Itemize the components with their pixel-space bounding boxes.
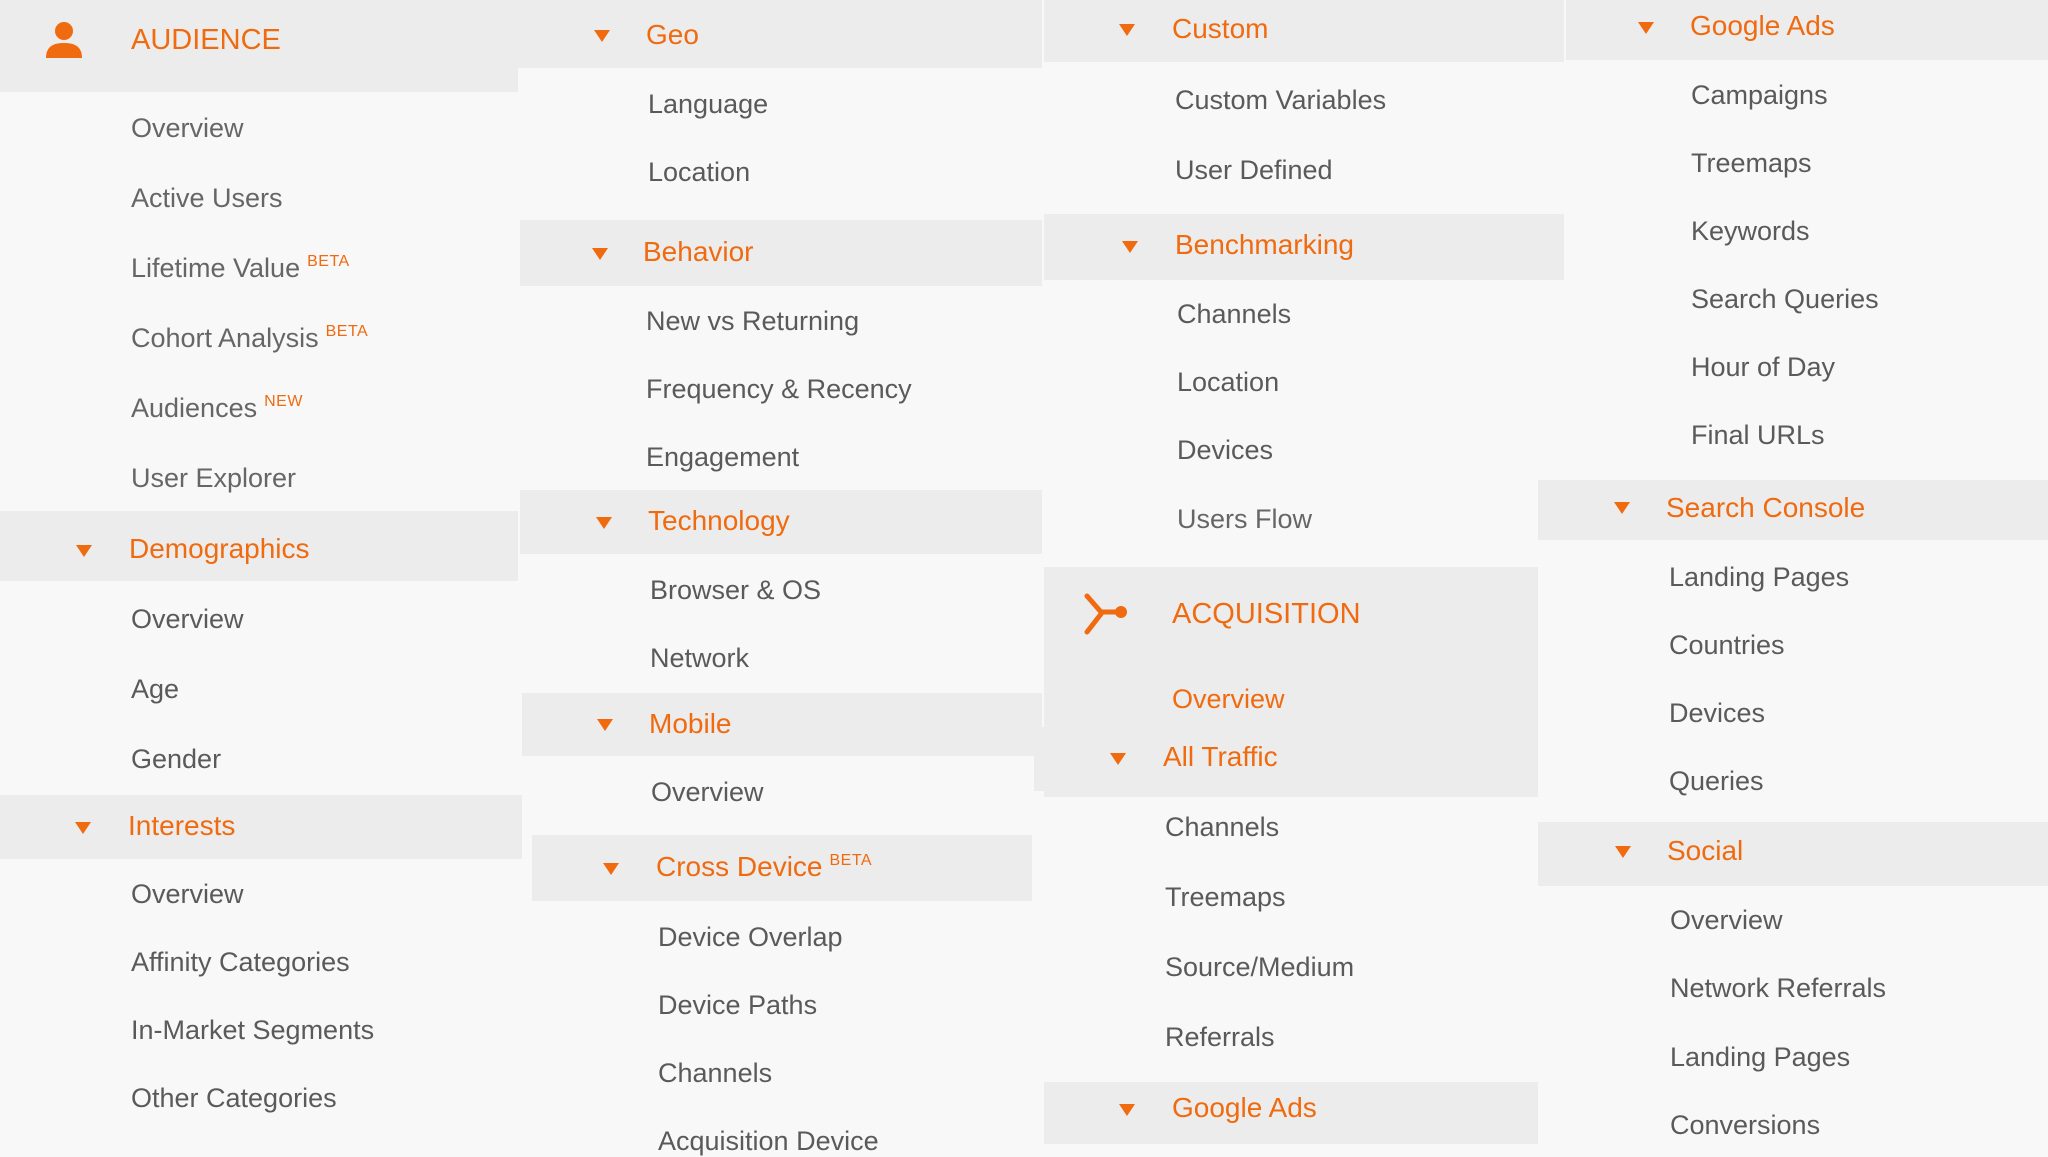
keywords[interactable]: Keywords xyxy=(1691,216,1810,246)
acquisition-branch-icon xyxy=(1083,592,1129,636)
hour-of-day[interactable]: Hour of Day xyxy=(1691,352,1836,382)
age[interactable]: Age xyxy=(131,674,180,704)
other-categories[interactable]: Other Categories xyxy=(131,1083,337,1113)
acquisition-device[interactable]: Acquisition Device xyxy=(658,1126,879,1156)
chevron-down-icon[interactable] xyxy=(1615,846,1631,858)
final-urls[interactable]: Final URLs xyxy=(1691,420,1825,450)
search-queries[interactable]: Search Queries xyxy=(1691,284,1879,314)
google-ads-section-col3[interactable]: Google Ads xyxy=(1172,1092,1317,1123)
source-medium[interactable]: Source/Medium xyxy=(1165,952,1355,982)
beta-badge: BETA xyxy=(325,323,369,340)
chevron-down-icon[interactable] xyxy=(603,863,619,875)
benchmarking-channels[interactable]: Channels xyxy=(1177,299,1292,329)
google-ads-section[interactable]: Google Ads xyxy=(1690,10,1835,41)
geo-language[interactable]: Language xyxy=(648,89,769,119)
device-overlap[interactable]: Device Overlap xyxy=(658,922,843,952)
device-paths[interactable]: Device Paths xyxy=(658,990,818,1020)
person-icon xyxy=(45,20,83,60)
chevron-down-icon[interactable] xyxy=(1110,753,1126,765)
conversions[interactable]: Conversions xyxy=(1670,1110,1821,1140)
all-traffic-section[interactable]: All Traffic xyxy=(1163,741,1278,772)
interests-section[interactable]: Interests xyxy=(128,810,236,841)
interests-overview[interactable]: Overview xyxy=(131,879,244,909)
demographics-overview[interactable]: Overview xyxy=(131,604,244,634)
all-traffic-treemaps[interactable]: Treemaps xyxy=(1165,882,1286,912)
campaigns[interactable]: Campaigns xyxy=(1691,80,1828,110)
social-section[interactable]: Social xyxy=(1667,835,1744,866)
mobile-overview[interactable]: Overview xyxy=(651,777,764,807)
behavior-section[interactable]: Behavior xyxy=(643,236,754,267)
benchmarking-location[interactable]: Location xyxy=(1177,367,1280,397)
cross-device-section[interactable]: Cross Device $^{BETA}$ xyxy=(656,851,873,882)
user-explorer[interactable]: User Explorer xyxy=(131,463,297,493)
acquisition-overview[interactable]: Overview xyxy=(1172,684,1285,714)
network[interactable]: Network xyxy=(650,643,750,673)
cross-device-channels[interactable]: Channels xyxy=(658,1058,773,1088)
cohort-analysis[interactable]: Cohort Analysis $^{BETA}$ xyxy=(131,323,369,353)
audience-title[interactable]: AUDIENCE xyxy=(131,24,281,56)
technology-section[interactable]: Technology xyxy=(648,505,790,536)
chevron-down-icon[interactable] xyxy=(594,30,610,42)
chevron-down-icon[interactable] xyxy=(592,248,608,260)
geo-section[interactable]: Geo xyxy=(646,19,699,50)
gender[interactable]: Gender xyxy=(131,744,222,774)
user-defined[interactable]: User Defined xyxy=(1175,155,1333,185)
new-vs-returning[interactable]: New vs Returning xyxy=(646,306,860,336)
benchmarking-devices[interactable]: Devices xyxy=(1177,435,1274,465)
users-flow[interactable]: Users Flow xyxy=(1177,504,1313,534)
chevron-down-icon[interactable] xyxy=(76,545,92,557)
custom-variables[interactable]: Custom Variables xyxy=(1175,85,1387,115)
frequency-recency[interactable]: Frequency & Recency xyxy=(646,374,912,404)
audiences[interactable]: Audiences $^{NEW}$ xyxy=(131,393,303,423)
chevron-down-icon[interactable] xyxy=(75,822,91,834)
all-traffic-channels[interactable]: Channels xyxy=(1165,812,1280,842)
geo-location[interactable]: Location xyxy=(648,157,751,187)
audience-overview[interactable]: Overview xyxy=(131,113,244,143)
referrals[interactable]: Referrals xyxy=(1165,1022,1275,1052)
browser-os[interactable]: Browser & OS xyxy=(650,575,822,605)
search-console-section[interactable]: Search Console xyxy=(1666,492,1866,523)
social-landing-pages[interactable]: Landing Pages xyxy=(1670,1042,1851,1072)
chevron-down-icon[interactable] xyxy=(1122,241,1138,253)
demographics-section[interactable]: Demographics xyxy=(129,533,310,564)
affinity-categories[interactable]: Affinity Categories xyxy=(131,947,350,977)
benchmarking-section[interactable]: Benchmarking xyxy=(1175,229,1354,260)
engagement[interactable]: Engagement xyxy=(646,442,800,472)
google-ads-treemaps[interactable]: Treemaps xyxy=(1691,148,1812,178)
new-badge: NEW xyxy=(264,393,303,410)
search-console-devices[interactable]: Devices xyxy=(1669,698,1766,728)
social-overview[interactable]: Overview xyxy=(1670,905,1783,935)
lifetime-value[interactable]: Lifetime Value $^{BETA}$ xyxy=(131,253,350,283)
chevron-down-icon[interactable] xyxy=(1119,24,1135,36)
chevron-down-icon[interactable] xyxy=(1638,22,1654,34)
chevron-down-icon[interactable] xyxy=(1119,1104,1135,1116)
network-referrals[interactable]: Network Referrals xyxy=(1670,973,1887,1003)
acquisition-title[interactable]: ACQUISITION xyxy=(1172,598,1361,630)
chevron-down-icon[interactable] xyxy=(597,719,613,731)
in-market-segments[interactable]: In-Market Segments xyxy=(131,1015,375,1045)
countries[interactable]: Countries xyxy=(1669,630,1785,660)
chevron-down-icon[interactable] xyxy=(596,517,612,529)
active-users[interactable]: Active Users xyxy=(131,183,283,213)
mobile-section[interactable]: Mobile xyxy=(649,708,732,739)
beta-badge: BETA xyxy=(829,852,873,869)
queries[interactable]: Queries xyxy=(1669,766,1764,796)
custom-section[interactable]: Custom xyxy=(1172,13,1269,44)
chevron-down-icon[interactable] xyxy=(1614,502,1630,514)
search-console-landing-pages[interactable]: Landing Pages xyxy=(1669,562,1850,592)
beta-badge: BETA xyxy=(307,253,350,270)
